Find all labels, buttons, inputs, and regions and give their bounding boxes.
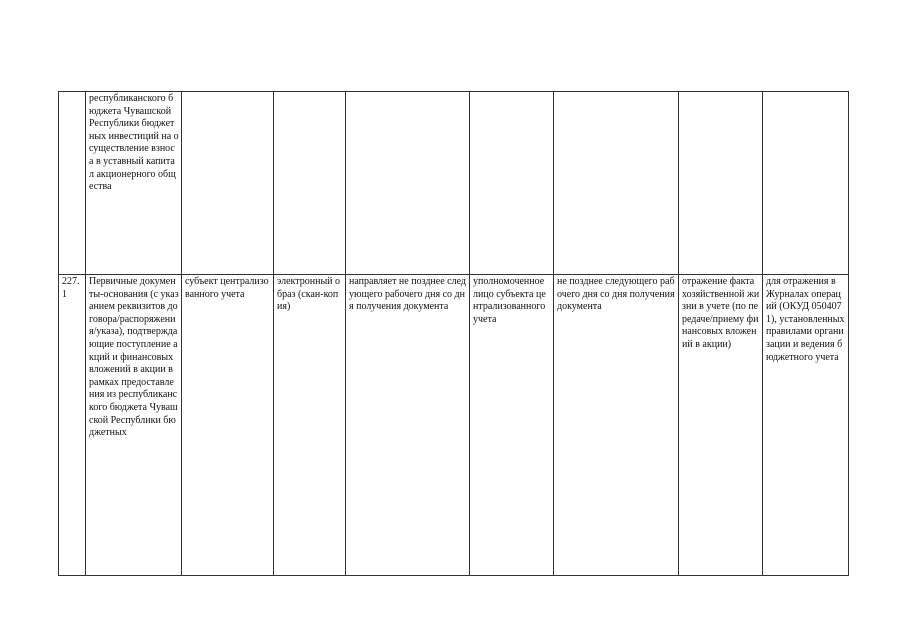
recipient-cell <box>470 92 554 275</box>
registry-cell: для отражения в Журналах операций (ОКУД 0504071), установленных правилами организации и ведения бюджетного учета <box>763 275 849 576</box>
row-number-cell: 227.1 <box>59 275 86 576</box>
table-row <box>59 275 849 576</box>
format-cell: электронный образ (скан-копия) <box>274 275 346 576</box>
transfer-term-cell <box>346 92 470 275</box>
processing-term-cell <box>554 92 679 275</box>
creator-cell: субъект централизованного учета <box>182 275 274 576</box>
document-name-cell: республиканского бюджета Чувашской Республики бюджетных инвестиций на осуществление взноса в уставный капитал акционерного общества <box>86 92 182 275</box>
format-cell <box>274 92 346 275</box>
registry-cell <box>763 92 849 275</box>
recipient-cell: уполномоченное лицо субъекта централизованного учета <box>470 275 554 576</box>
creator-cell <box>182 92 274 275</box>
table-row <box>59 92 849 275</box>
document-name-cell: Первичные документы-основания (с указанием реквизитов договора/распоряжения/указа), подтверждающие поступление акций и финансовых вложений в акции в рамках предоставления из республиканского бюджета Чувашской Республики бюджетных <box>86 275 182 576</box>
row-number-cell <box>59 92 86 275</box>
processing-term-cell: не позднее следующего рабочего дня со дня получения документа <box>554 275 679 576</box>
accounting-purpose-cell: отражение факта хозяйственной жизни в учете (по передаче/приему финансовых вложений в акции) <box>679 275 763 576</box>
accounting-purpose-cell <box>679 92 763 275</box>
document-table <box>58 91 849 576</box>
transfer-term-cell: направляет не позднее следующего рабочего дня со дня получения документа <box>346 275 470 576</box>
